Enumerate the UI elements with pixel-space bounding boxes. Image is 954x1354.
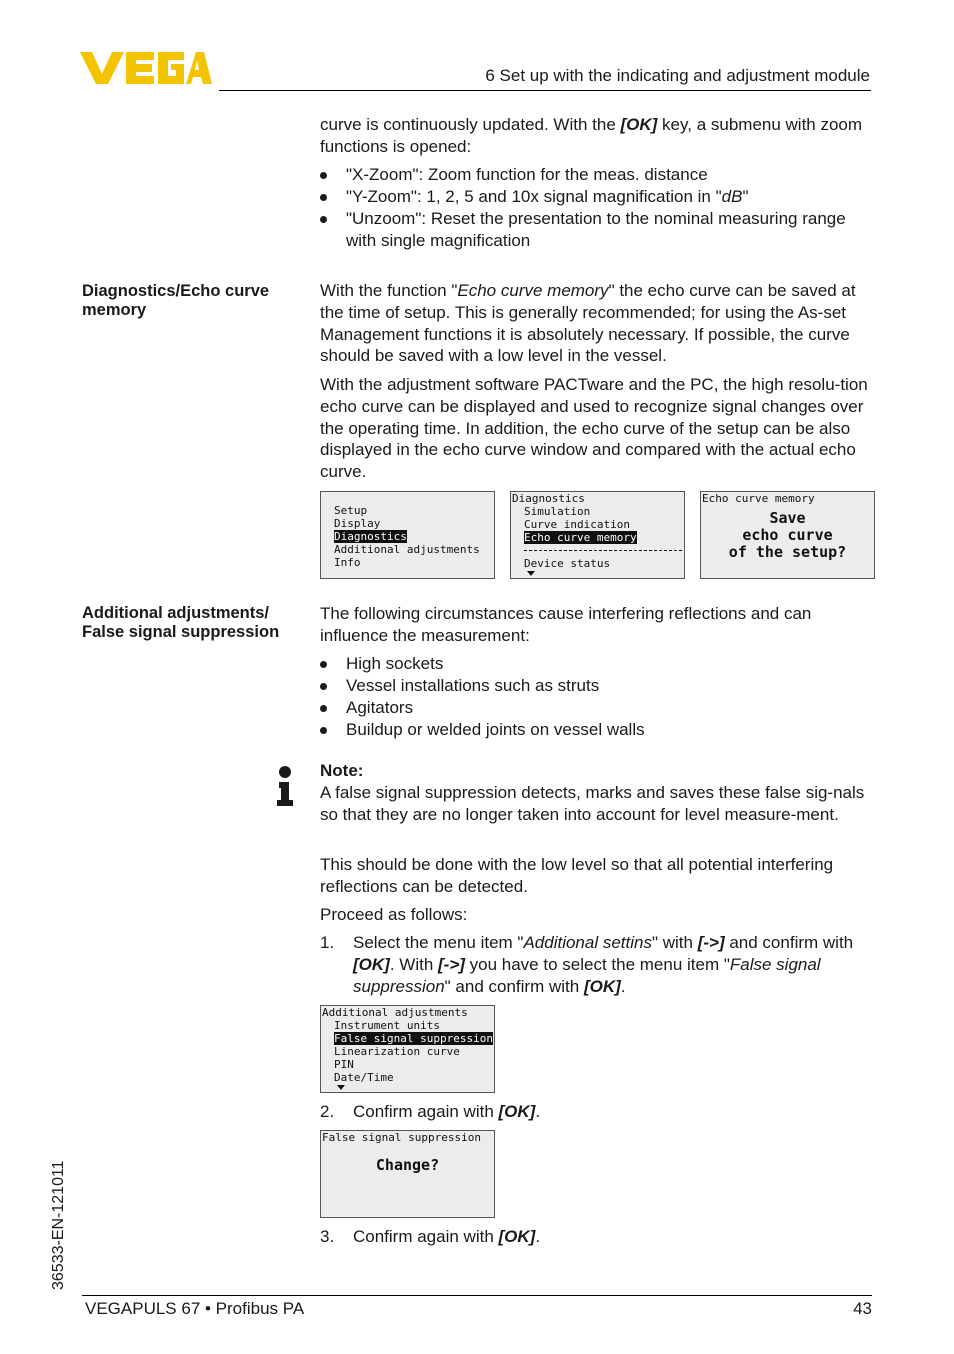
prompt-line: of the setup? (728, 543, 847, 561)
scroll-down-icon (337, 1085, 345, 1090)
header-divider (219, 90, 871, 91)
menu-item: Setup (334, 504, 368, 517)
prompt-line: echo curve (742, 526, 833, 544)
note-label: Note: (320, 761, 364, 780)
display-screen-additional-adjustments (320, 1005, 495, 1093)
document-id: 36533-EN-121011 (50, 1160, 67, 1290)
info-icon (276, 766, 294, 806)
page-number: 43 (853, 1299, 872, 1318)
prompt-line: Save (769, 509, 806, 527)
menu-item: Info (334, 556, 361, 569)
menu-item: Display (334, 517, 381, 530)
screen-title: Additional adjustments (322, 1006, 468, 1019)
menu-item-selected: Echo curve memory (524, 531, 637, 544)
vega-logo (80, 50, 212, 86)
paragraph: This should be done with the low level so that all potential interfering reflections can be detected. (320, 855, 834, 896)
menu-item: Curve indication (524, 518, 630, 531)
side-heading-echo: Diagnostics/Echo curve memory (82, 282, 270, 319)
echo-paragraph-1: With the function "Echo curve memory" the echo curve can be saved at the time of setup. This is generally recommended; for using the As-set Management functions it is absolutely necessary. If possible, the curve should be saved with a low level in the vessel. (320, 281, 856, 366)
menu-item: Linearization curve (334, 1045, 460, 1058)
menu-item: Instrument units (334, 1019, 440, 1032)
menu-item: Simulation (524, 505, 591, 518)
bullet-icon (320, 216, 327, 223)
prompt-line: Change? (375, 1156, 440, 1174)
display-screen-main-menu (320, 491, 495, 579)
screen-title: False signal suppression (322, 1131, 481, 1144)
screen-title: Echo curve memory (702, 492, 815, 505)
screen-title: Diagnostics (512, 492, 585, 505)
bullet-icon (320, 194, 327, 201)
bullet-icon (320, 661, 327, 668)
false-signal-intro: The following circumstances cause interfering reflections and can influence the measurement: (320, 604, 812, 645)
echo-paragraph-2: With the adjustment software PACTware and the PC, the high resolu-tion echo curve can be displayed and used to recognize signal changes over the operating time. In addition, the echo curve of the setup can be also displayed in the echo curve window and compared with the actual echo curve. (320, 375, 868, 482)
side-heading-false-signal: Additional adjustments/ False signal suppression (82, 604, 280, 641)
bullet-icon (320, 683, 327, 690)
separator (524, 550, 682, 551)
menu-item: Date/Time (334, 1071, 394, 1084)
menu-item-selected: False signal suppression (334, 1032, 493, 1045)
bullet-icon (320, 172, 327, 179)
display-screen-false-signal (320, 1130, 495, 1218)
display-screen-echo-memory (700, 491, 875, 579)
section-title: 6 Set up with the indicating and adjustment module (485, 66, 870, 85)
scroll-down-icon (527, 571, 535, 576)
paragraph: Proceed as follows: (320, 905, 468, 924)
intro-paragraph: curve is continuously updated. With the [OK] key, a submenu with zoom functions is opened: (320, 115, 863, 156)
bullet-icon (320, 705, 327, 712)
menu-item: PIN (334, 1058, 354, 1071)
note-text: A false signal suppression detects, marks and saves these false sig-nals so that they are no longer taken into account for level measure-ment. (320, 783, 865, 824)
footer-divider (82, 1295, 872, 1296)
menu-item: Device status (524, 557, 611, 570)
menu-item-selected: Diagnostics (334, 530, 407, 543)
display-screen-diagnostics (510, 491, 685, 579)
bullet-icon (320, 727, 327, 734)
menu-item: Additional adjustments (334, 543, 480, 556)
footer-product: VEGAPULS 67 • Profibus PA (85, 1299, 305, 1318)
